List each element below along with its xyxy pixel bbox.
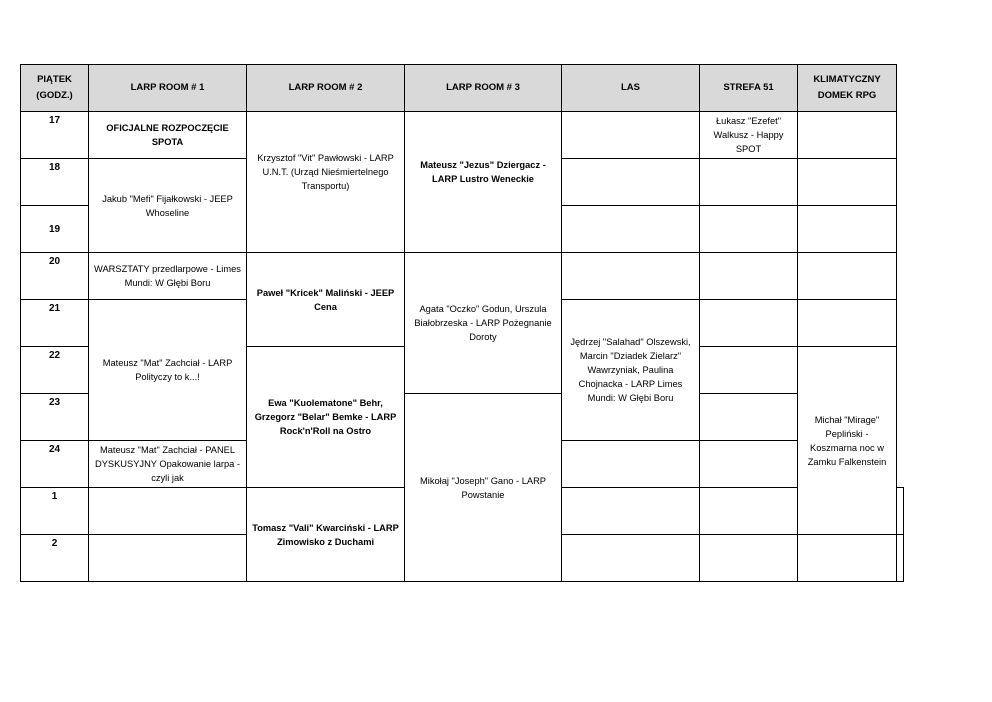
header-room-1: LARP ROOM # 1 xyxy=(89,65,247,112)
event-cell: Krzysztof "Vit" Pawłowski - LARP U.N.T. (Urząd Nieśmiertelnego Transportu) xyxy=(247,112,405,253)
header-room-2: LARP ROOM # 2 xyxy=(247,65,405,112)
event-cell: Agata "Oczko" Godun, Urszula Białobrzeska - LARP Pożegnanie Doroty xyxy=(405,253,562,394)
hour-cell: 2 xyxy=(21,535,89,582)
empty-cell xyxy=(700,300,798,347)
event-cell: Tomasz "Vali" Kwarciński - LARP Zimowisko z Duchami xyxy=(247,488,405,582)
header-row xyxy=(21,65,904,112)
hour-cell: 19 xyxy=(21,206,89,253)
empty-cell xyxy=(562,441,700,488)
empty-cell xyxy=(700,159,798,206)
hour-cell: 18 xyxy=(21,159,89,206)
hour-cell: 21 xyxy=(21,300,89,347)
empty-cell xyxy=(562,206,700,253)
event-cell: Jędrzej "Salahad" Olszewski, Marcin "Dziadek Zielarz" Wawrzyniak, Paulina Chojnacka - LARP Limes Mundi: W Głębi Boru xyxy=(562,300,700,441)
hour-cell: 17 xyxy=(21,112,89,159)
hour-cell: 22 xyxy=(21,347,89,394)
hour-cell: 1 xyxy=(21,488,89,535)
header-room-3: LARP ROOM # 3 xyxy=(405,65,562,112)
empty-cell xyxy=(700,535,798,582)
empty-cell xyxy=(897,488,904,535)
event-text: Mateusz "Mat" Zachciał - PANEL DYSKUSYJNY Opakowanie larpa - czyli jak xyxy=(94,445,241,483)
event-cell: Mikołaj "Joseph" Gano - LARP Powstanie xyxy=(405,394,562,582)
empty-cell xyxy=(700,394,798,441)
empty-cell xyxy=(700,488,798,535)
empty-cell xyxy=(798,253,897,300)
hour-cell: 20 xyxy=(21,253,89,300)
event-cell: WARSZTATY przedlarpowe - Limes Mundi: W Głębi Boru xyxy=(89,253,247,300)
empty-cell xyxy=(89,488,247,535)
empty-cell xyxy=(798,300,897,347)
empty-cell xyxy=(700,347,798,394)
table-row xyxy=(21,112,904,159)
event-cell: OFICJALNE ROZPOCZĘCIE SPOTA xyxy=(89,112,247,159)
schedule-table xyxy=(20,64,904,582)
header-las: LAS xyxy=(562,65,700,112)
event-cell: Łukasz "Ezefet" Walkusz - Happy SPOT xyxy=(700,112,798,159)
table-row xyxy=(21,253,904,300)
empty-cell xyxy=(700,206,798,253)
header-day: PIĄTEK (GODZ.) xyxy=(21,65,89,112)
event-cell: Mateusz "Jezus" Dziergacz - LARP Lustro Weneckie xyxy=(405,112,562,253)
empty-cell xyxy=(562,253,700,300)
event-cell: Michał "Mirage" Pepliński - Koszmarna noc w Zamku Falkenstein xyxy=(798,347,897,535)
empty-cell xyxy=(897,535,904,582)
header-strefa-51: STREFA 51 xyxy=(700,65,798,112)
event-cell: Ewa "Kuolematone" Behr, Grzegorz "Belar" Bemke - LARP Rock'n'Roll na Ostro xyxy=(247,347,405,488)
empty-cell xyxy=(798,206,897,253)
empty-cell xyxy=(562,159,700,206)
header-domek-rpg: KLIMATYCZNY DOMEK RPG xyxy=(798,65,897,112)
hour-cell: 24 xyxy=(21,441,89,488)
hour-cell: 23 xyxy=(21,394,89,441)
event-cell: Paweł "Kricek" Maliński - JEEP Cena xyxy=(247,253,405,347)
event-cell: Mateusz "Mat" Zachciał - LARP Polityczy to k...! xyxy=(89,300,247,441)
event-cell xyxy=(89,441,247,488)
empty-cell xyxy=(798,159,897,206)
empty-cell xyxy=(562,488,700,535)
empty-cell xyxy=(798,535,897,582)
empty-cell xyxy=(562,535,700,582)
empty-cell xyxy=(700,441,798,488)
empty-cell xyxy=(798,112,897,159)
empty-cell xyxy=(89,535,247,582)
event-cell: Jakub "Mefi" Fijałkowski - JEEP Whoseline xyxy=(89,159,247,253)
empty-cell xyxy=(700,253,798,300)
empty-cell xyxy=(562,112,700,159)
